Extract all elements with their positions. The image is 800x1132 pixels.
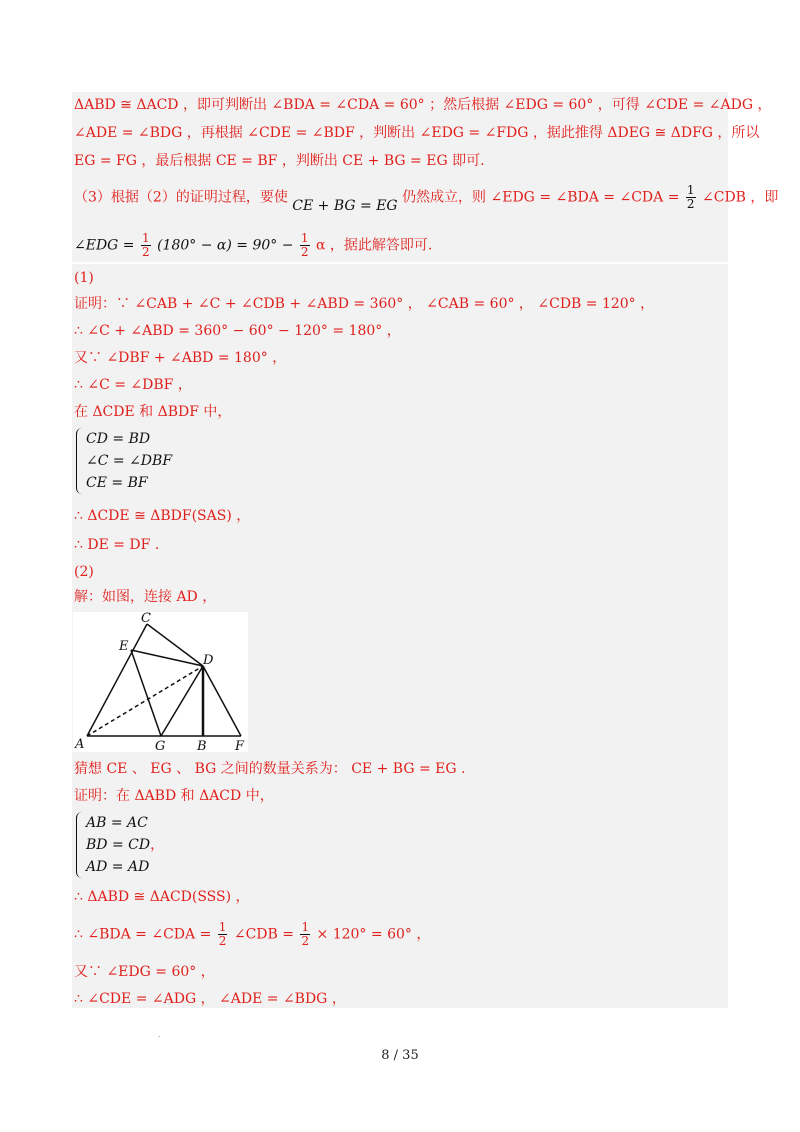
system-row: ∠C = ∠DBF: [86, 453, 173, 469]
proof-2-line-1: 证明：在 ΔABD 和 ΔACD 中，: [74, 788, 274, 804]
label-F: F: [235, 739, 245, 752]
analysis-line-5: [74, 232, 432, 259]
system-row: AD = AD: [86, 859, 150, 875]
proof-line-6: ∴ ΔCDE ≅ ΔBDF(SAS) ，: [74, 508, 251, 524]
proof-2-line-4: 又∵ ∠EDG = 60° ，: [74, 964, 215, 980]
system-row: CD = BD: [86, 431, 151, 447]
part-2-label: (2): [74, 564, 94, 580]
part3-mid: 仍然成立，则 ∠EDG = ∠BDA = ∠CDA =: [402, 189, 684, 206]
solution-intro: 解：如图，连接 AD ，: [74, 589, 217, 605]
line-AC: [87, 624, 147, 736]
fraction-half: $\frac{1}{2}$: [300, 231, 309, 259]
brace: [76, 428, 83, 494]
line-AD-dashed: [87, 666, 203, 736]
label-C: C: [141, 612, 151, 626]
proof-line-4: ∴ ∠C = ∠DBF ，: [74, 377, 192, 393]
stray-dot: .: [158, 1030, 161, 1039]
system-row: AB = AC: [86, 815, 148, 831]
condition-text: CE + BG = EG: [292, 197, 398, 214]
proof-line-1: 证明：∵ ∠CAB + ∠C + ∠CDB + ∠ABD = 360° ， ∠CAB = 60° ， ∠CDB = 120° ，: [74, 296, 655, 312]
conjecture-line: 猜想 CE 、 EG 、 BG 之间的数量关系为： CE + BG = EG .: [74, 761, 466, 777]
line-DF: [203, 666, 241, 736]
fraction-half: $\frac{1}{2}$: [686, 183, 695, 211]
analysis-line-1: ΔABD ≅ ΔACD ，即可判断出 ∠BDA = ∠CDA = 60° ；然后根据 ∠EDG = 60° ，可得 ∠CDE = ∠ADG ，: [74, 97, 772, 113]
system-row: BD = CD，: [86, 837, 165, 853]
part3-end: ∠CDB ，即: [702, 189, 779, 206]
label-D: D: [203, 653, 214, 668]
label-G: G: [155, 739, 166, 752]
proof-line-3: 又∵ ∠DBF + ∠ABD = 180° ，: [74, 350, 287, 366]
geometry-figure: [73, 612, 248, 752]
fraction-half: $\frac{1}{2}$: [218, 920, 227, 948]
edg-expr: (180° − α) = 90° −: [157, 237, 298, 254]
part-1-label: (1): [74, 270, 94, 286]
proof-2-line-2: ∴ ΔABD ≅ ΔACD(SSS) ，: [74, 889, 250, 905]
proof-line-2: ∴ ∠C + ∠ABD = 360° − 60° − 120° = 180° ，: [74, 323, 401, 339]
proof-line-7: ∴ DE = DF .: [74, 537, 160, 553]
fraction-half: $\frac{1}{2}$: [142, 231, 150, 259]
part3-intro: （3）根据（2）的证明过程，要使: [74, 189, 288, 206]
edg-tail: α ，据此解答即可.: [316, 237, 433, 254]
proof-2-line-5: ∴ ∠CDE = ∠ADG ， ∠ADE = ∠BDG ，: [74, 991, 346, 1007]
label-E: E: [119, 639, 129, 654]
label-B: B: [197, 739, 207, 752]
proof-line-5: 在 ΔCDE 和 ΔBDF 中，: [74, 404, 232, 420]
analysis-line-3: EG = FG ，最后根据 CE = BF ，判断出 CE + BG = EG 即可.: [74, 153, 485, 169]
label-A: A: [75, 737, 85, 752]
system-row: CE = BF: [86, 475, 148, 491]
analysis-line-4: [74, 183, 779, 214]
line-EG: [131, 650, 161, 736]
edg-eq: ∠EDG =: [74, 237, 139, 254]
page-number: 8 / 35: [381, 1048, 419, 1063]
analysis-line-2: ∠ADE = ∠BDG ，再根据 ∠CDE = ∠BDF ，判断出 ∠EDG = ∠FDG ，据此推得 ΔDEG ≅ ΔDFG ，所以: [74, 125, 760, 141]
fraction-half: $\frac{1}{2}$: [301, 920, 310, 948]
brace: [76, 812, 83, 878]
line-GD: [161, 666, 203, 736]
proof-2-line-3: ∴ ∠BDA = ∠CDA = $\frac{1}{2}$ ∠CDB = $\frac{1}{2}$ × 120° = 60° ，: [74, 920, 431, 948]
